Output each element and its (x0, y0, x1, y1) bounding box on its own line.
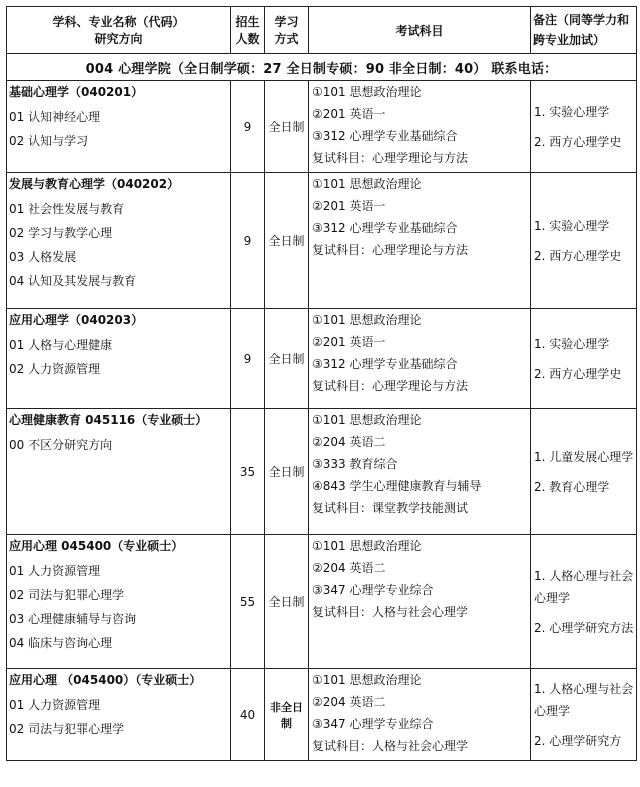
remark-item: 1. 实验心理学 (534, 104, 610, 119)
major-title: 应用心理学（040203） (9, 313, 144, 327)
exam-subject: ③312 心理学专业基础综合 (312, 129, 458, 143)
table-row (7, 669, 637, 761)
remarks (531, 309, 637, 409)
study-mode: 全日制 (265, 535, 309, 669)
research-direction: 01 认知神经心理 (9, 110, 101, 124)
remarks (531, 669, 637, 761)
exam-subject: 复试科目：心理学理论与方法 (312, 379, 469, 393)
exam-subject: 复试科目：人格与社会心理学 (312, 605, 469, 619)
college-title: 004 心理学院（全日制学硕：27 全日制专硕：90 非全日制：40） 联系电话： (7, 54, 637, 81)
exam-subject: 复试科目：人格与社会心理学 (312, 739, 469, 753)
study-mode: 非全日制 (265, 669, 309, 761)
research-direction: 01 社会性发展与教育 (9, 202, 125, 216)
remark-item: 2. 西方心理学史 (534, 134, 622, 149)
major-cell (7, 535, 231, 669)
research-direction: 02 学习与教学心理 (9, 226, 113, 240)
research-direction: 04 临床与咨询心理 (9, 636, 113, 650)
table-header-row (7, 7, 637, 54)
major-cell (7, 173, 231, 309)
table-row (7, 535, 637, 669)
remark-item: 1. 儿童发展心理学 (534, 449, 634, 464)
remark-item: 1. 实验心理学 (534, 218, 610, 233)
major-cell (7, 81, 231, 173)
exam-subjects (309, 81, 531, 173)
major-title: 发展与教育心理学（040202） (9, 177, 180, 191)
exam-subject: ②204 英语二 (312, 435, 386, 449)
major-cell (7, 309, 231, 409)
research-direction: 03 心理健康辅导与咨询 (9, 612, 137, 626)
exam-subjects (309, 173, 531, 309)
exam-subject: ②204 英语二 (312, 561, 386, 575)
exam-subject: ②204 英语二 (312, 695, 386, 709)
exam-subjects (309, 409, 531, 535)
exam-subject: ②201 英语一 (312, 335, 386, 349)
remark-item: 2. 教育心理学 (534, 479, 610, 494)
header-major: 学科、专业名称（代码） 研究方向 (7, 7, 231, 54)
enrollment-count: 35 (231, 409, 265, 535)
table-row (7, 309, 637, 409)
exam-subject: ③333 教育综合 (312, 457, 398, 471)
header-mode: 学习 方式 (265, 7, 309, 54)
remarks (531, 535, 637, 669)
major-cell (7, 669, 231, 761)
major-title: 心理健康教育 045116（专业硕士） (9, 413, 208, 427)
admissions-table (6, 6, 637, 761)
enrollment-count: 9 (231, 81, 265, 173)
remark-item: 2. 西方心理学史 (534, 248, 622, 263)
exam-subject: ①101 思想政治理论 (312, 673, 422, 687)
remark-item: 1. 人格心理与社会心理学 (534, 568, 634, 605)
exam-subject: ③312 心理学专业基础综合 (312, 357, 458, 371)
exam-subject: ①101 思想政治理论 (312, 413, 422, 427)
research-direction: 01 人力资源管理 (9, 698, 101, 712)
major-rows (7, 81, 637, 761)
remarks (531, 173, 637, 309)
exam-subjects (309, 669, 531, 761)
major-title: 应用心理 （045400）（专业硕士） (9, 673, 202, 687)
exam-subject: ①101 思想政治理论 (312, 85, 422, 99)
research-direction: 02 司法与犯罪心理学 (9, 722, 125, 736)
study-mode: 全日制 (265, 81, 309, 173)
research-direction: 01 人力资源管理 (9, 564, 101, 578)
exam-subject: ③312 心理学专业基础综合 (312, 221, 458, 235)
remarks (531, 81, 637, 173)
remark-item: 2. 心理学研究方 (534, 733, 622, 748)
remark-item: 1. 实验心理学 (534, 336, 610, 351)
exam-subject: ③347 心理学专业综合 (312, 717, 434, 731)
enrollment-count: 55 (231, 535, 265, 669)
enrollment-count: 9 (231, 309, 265, 409)
research-direction: 00 不区分研究方向 (9, 438, 113, 452)
table-row (7, 173, 637, 309)
exam-subject: ②201 英语一 (312, 107, 386, 121)
remarks (531, 409, 637, 535)
exam-subject: ①101 思想政治理论 (312, 539, 422, 553)
exam-subject: 复试科目：心理学理论与方法 (312, 151, 469, 165)
research-direction: 03 人格发展 (9, 250, 77, 264)
enrollment-count: 9 (231, 173, 265, 309)
research-direction: 02 人力资源管理 (9, 362, 101, 376)
header-subjects: 考试科目 (309, 7, 531, 54)
exam-subject: ③347 心理学专业综合 (312, 583, 434, 597)
table-row (7, 409, 637, 535)
research-direction: 02 认知与学习 (9, 134, 89, 148)
exam-subject: ①101 思想政治理论 (312, 177, 422, 191)
major-title: 基础心理学（040201） (9, 85, 144, 99)
research-direction: 02 司法与犯罪心理学 (9, 588, 125, 602)
enrollment-count: 40 (231, 669, 265, 761)
study-mode: 全日制 (265, 173, 309, 309)
remark-item: 2. 心理学研究方法 (534, 620, 634, 635)
exam-subjects (309, 535, 531, 669)
study-mode: 全日制 (265, 309, 309, 409)
exam-subject: ①101 思想政治理论 (312, 313, 422, 327)
exam-subject: ④843 学生心理健康教育与辅导 (312, 479, 482, 493)
exam-subject: 复试科目：课堂教学技能测试 (312, 501, 469, 515)
college-row (7, 54, 637, 81)
header-count: 招生 人数 (231, 7, 265, 54)
exam-subject: ②201 英语一 (312, 199, 386, 213)
remark-item: 1. 人格心理与社会心理学 (534, 681, 634, 718)
exam-subject: 复试科目：心理学理论与方法 (312, 243, 469, 257)
research-direction: 01 人格与心理健康 (9, 338, 113, 352)
study-mode: 全日制 (265, 409, 309, 535)
header-remarks: 备注（同等学力和 跨专业加试） (531, 7, 637, 54)
table-row (7, 81, 637, 173)
exam-subjects (309, 309, 531, 409)
remark-item: 2. 西方心理学史 (534, 366, 622, 381)
major-cell (7, 409, 231, 535)
research-direction: 04 认知及其发展与教育 (9, 274, 137, 288)
major-title: 应用心理 045400（专业硕士） (9, 539, 184, 553)
